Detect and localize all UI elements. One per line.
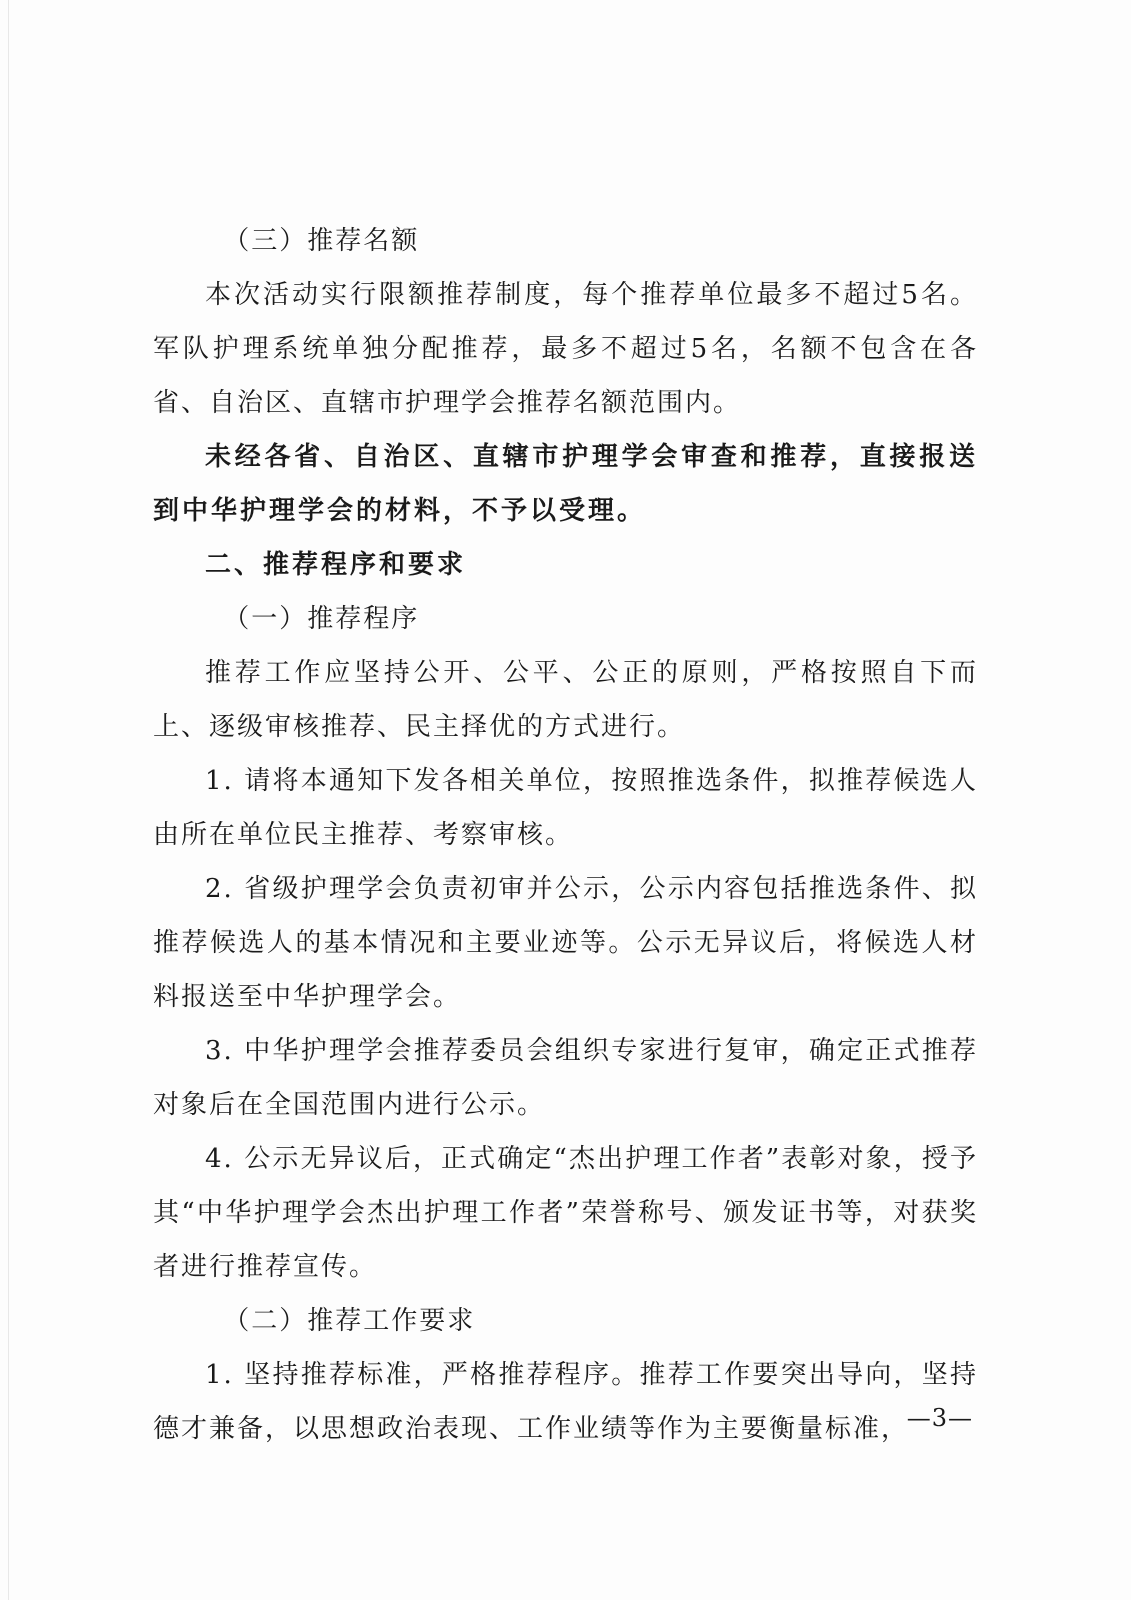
section-1-heading: （一）推荐程序 — [223, 604, 420, 634]
quota-bold-note: 未经各省、自治区、直辖市护理学会审查和推荐，直接报送到中华护理学会的材料，不予以受理。 — [153, 442, 978, 526]
section-2-heading: （二）推荐工作要求 — [223, 1306, 476, 1336]
procedure-intro-paragraph: 推荐工作应坚持公开、公平、公正的原则，严格按照自下而上、逐级审核推荐、民主择优的方式进行。 — [153, 658, 978, 742]
document-body — [153, 214, 978, 1456]
requirement-1: 1. 坚持推荐标准，严格推荐程序。推荐工作要突出导向，坚持德才兼备，以思想政治表现、工作业绩等作为主要衡量标准， — [153, 1360, 978, 1444]
procedure-step-2: 2. 省级护理学会负责初审并公示，公示内容包括推选条件、拟推荐候选人的基本情况和主要业迹等。公示无异议后，将候选人材料报送至中华护理学会。 — [153, 874, 978, 1012]
procedure-step-4: 4. 公示无异议后，正式确定“杰出护理工作者”表彰对象，授予其“中华护理学会杰出护理工作者”荣誉称号、颁发证书等，对获奖者进行推荐宣传。 — [153, 1144, 978, 1282]
quota-rule-paragraph: 本次活动实行限额推荐制度，每个推荐单位最多不超过5名。军队护理系统单独分配推荐，最多不超过5名，名额不包含在各省、自治区、直辖市护理学会推荐名额范围内。 — [153, 280, 978, 418]
section-3-heading: （三）推荐名额 — [223, 226, 420, 256]
part-2-title: 二、推荐程序和要求 — [205, 550, 467, 580]
procedure-step-3: 3. 中华护理学会推荐委员会组织专家进行复审，确定正式推荐对象后在全国范围内进行公示。 — [153, 1036, 978, 1120]
page-number: —3— — [906, 1404, 973, 1432]
scan-edge — [8, 0, 9, 1600]
procedure-step-1: 1. 请将本通知下发各相关单位，按照推选条件，拟推荐候选人由所在单位民主推荐、考察审核。 — [153, 766, 978, 850]
